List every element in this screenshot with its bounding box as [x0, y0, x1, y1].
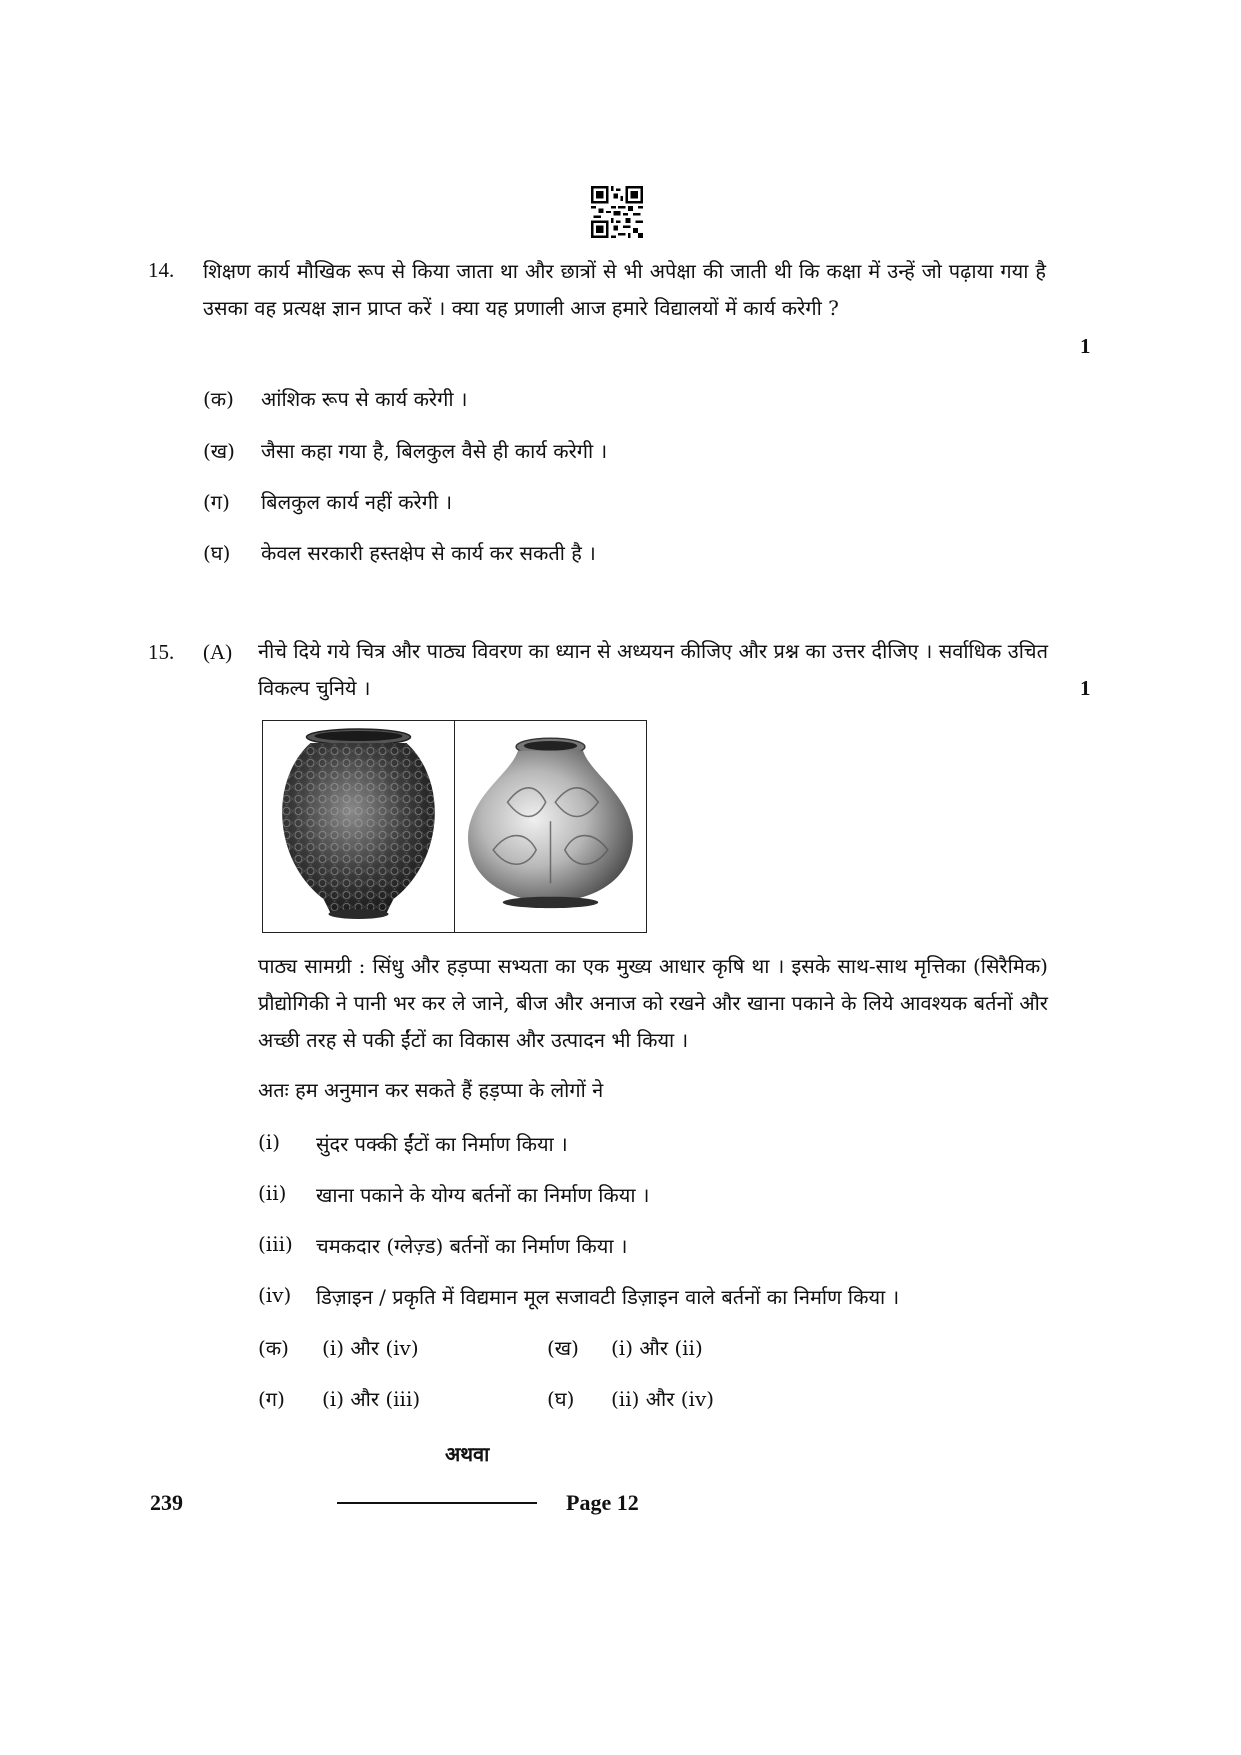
- choice-label: (ग): [258, 1387, 285, 1411]
- option-label: (घ): [203, 541, 231, 565]
- choice-d: [547, 1385, 714, 1412]
- choice-b: [547, 1334, 703, 1361]
- choice-c: [258, 1385, 420, 1412]
- statement-label: (iii): [258, 1232, 293, 1256]
- choice-text: (i) और (iii): [322, 1387, 421, 1411]
- statement-text: खाना पकाने के योग्य बर्तनों का निर्माण किया ।: [316, 1183, 650, 1207]
- question-15-number: 15.: [148, 640, 175, 664]
- option-text: जैसा कहा गया है, बिलकुल वैसे ही कार्य करेगी ।: [261, 439, 608, 463]
- choice-label: (घ): [547, 1387, 575, 1411]
- answer-choice: [258, 1385, 420, 1412]
- question-15-part: (A): [203, 640, 233, 664]
- option-text: बिलकुल कार्य नहीं करेगी ।: [261, 490, 453, 514]
- option-label: (ग): [203, 490, 230, 514]
- question-15-instruction: नीचे दिये गये चित्र और पाठ्य विवरण का ध्यान से अध्ययन कीजिए और प्रश्न का उत्तर दीजिए । सर्वाधिक उचित विकल्प चुनिये ।: [258, 639, 1048, 700]
- choice-label: (ख): [547, 1336, 579, 1360]
- decorated-pot-image: [263, 721, 454, 932]
- choice-a: [258, 1334, 419, 1361]
- question-14-marks: 1: [1080, 334, 1091, 358]
- statement-item: [258, 1130, 568, 1157]
- statement-item: [258, 1181, 649, 1208]
- choice-text: (ii) और (iv): [611, 1387, 715, 1411]
- statement-item: [258, 1283, 899, 1310]
- answer-choice: [547, 1385, 714, 1412]
- figure-panel-right: [454, 721, 646, 932]
- question-14-option: [203, 437, 607, 464]
- statement-text: चमकदार (ग्लेज़्ड) बर्तनों का निर्माण किया ।: [316, 1234, 628, 1258]
- statement-label: (i): [258, 1130, 281, 1154]
- question-14-option: [203, 385, 468, 412]
- option-label: (ख): [203, 439, 235, 463]
- question-14-option: [203, 488, 452, 515]
- paper-code: 239: [150, 1490, 183, 1515]
- pottery-figure: [262, 720, 647, 933]
- statement-label: (ii): [258, 1181, 287, 1205]
- question-14-number: 14.: [148, 258, 175, 282]
- statement-item: [258, 1232, 628, 1259]
- option-label: (क): [203, 387, 234, 411]
- statement-label: (iv): [258, 1283, 292, 1307]
- question-15-marks: 1: [1080, 676, 1091, 700]
- answer-choice: [547, 1334, 703, 1361]
- statement-text: डिज़ाइन / प्रकृति में विद्यमान मूल सजावटी डिज़ाइन वाले बर्तनों का निर्माण किया ।: [316, 1285, 900, 1309]
- question-14-option: [203, 539, 596, 566]
- answer-choice: [258, 1334, 419, 1361]
- statement-text: सुंदर पक्की ईंटों का निर्माण किया ।: [316, 1132, 568, 1156]
- choice-label: (क): [258, 1336, 289, 1360]
- glazed-pot-image: [455, 721, 646, 932]
- figure-panel-left: [263, 721, 454, 932]
- or-separator: अथवा: [445, 1442, 490, 1466]
- option-text: आंशिक रूप से कार्य करेगी ।: [261, 387, 468, 411]
- qr-code: [591, 186, 643, 238]
- page-number: Page 12: [566, 1490, 639, 1515]
- question-14-text: शिक्षण कार्य मौखिक रूप से किया जाता था और छात्रों से भी अपेक्षा की जाती थी कि कक्षा में उन्हें जो पढ़ाया गया है उसका वह प्रत्यक्ष ज्ञान प्राप्त करें । क्या यह प्रणाली आज हमारे विद्यालयों में कार्य करेगी ?: [203, 259, 1046, 320]
- footer-rule: [337, 1502, 537, 1504]
- choice-text: (i) और (iv): [322, 1336, 419, 1360]
- question-15-lead: अतः हम अनुमान कर सकते हैं हड़प्पा के लोगों ने: [258, 1078, 604, 1102]
- choice-text: (i) और (ii): [611, 1336, 703, 1360]
- option-text: केवल सरकारी हस्तक्षेप से कार्य कर सकती है ।: [261, 541, 596, 565]
- question-15-passage: पाठ्य सामग्री : सिंधु और हड़प्पा सभ्यता का एक मुख्य आधार कृषि था । इसके साथ-साथ मृत्तिका (सिरैमिक) प्रौद्योगिकी ने पानी भर कर ले जाने, बीज और अनाज को रखने और खाना पकाने के लिये आवश्यक बर्तनों और अच्छी तरह से पकी ईंटों का विकास और उत्पादन भी किया ।: [258, 954, 1048, 1052]
